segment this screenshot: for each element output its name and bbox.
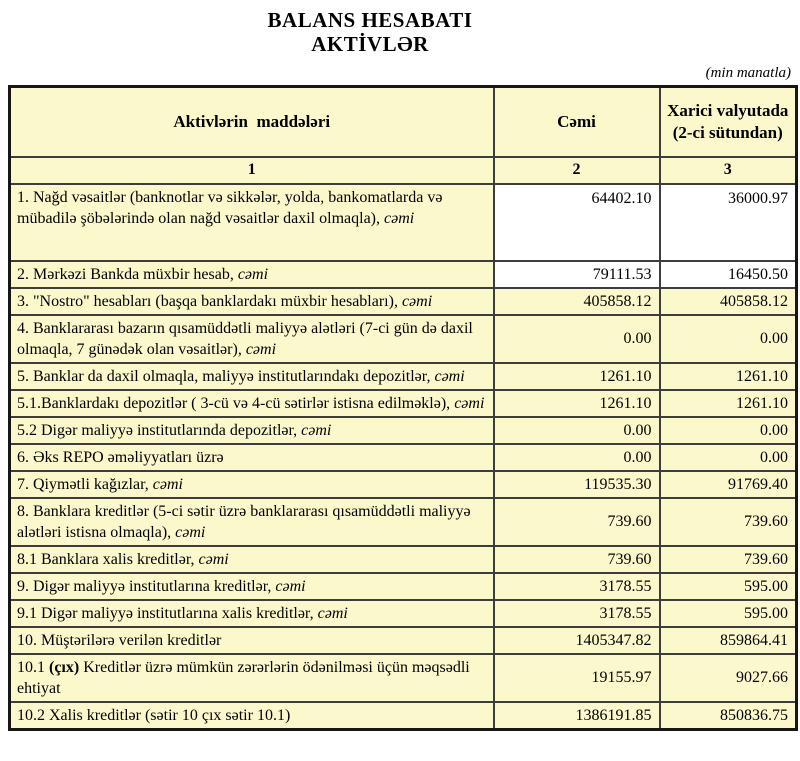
row-label-text: Kreditlər üzrə mümkün zərərlərin ödənilməsi üçün məqsədli ehtiyat bbox=[17, 658, 470, 697]
table-row bbox=[10, 417, 797, 444]
row-foreign-value: 0.00 bbox=[660, 417, 797, 444]
row-label-italic-suffix: cəmi bbox=[175, 523, 206, 541]
row-label-text: 8.1 Banklara xalis kreditlər, bbox=[17, 550, 199, 568]
row-label-italic-suffix: cəmi bbox=[434, 367, 465, 385]
table-row bbox=[10, 471, 797, 498]
column-header-total: Cəmi bbox=[494, 87, 660, 157]
row-label-text: 3. "Nostro" hesabları (başqa banklardakı müxbir hesabları), bbox=[17, 292, 402, 310]
row-label bbox=[10, 654, 494, 702]
row-label bbox=[10, 417, 494, 444]
unit-note: (min manatla) bbox=[705, 65, 791, 81]
row-total-value: 739.60 bbox=[494, 498, 660, 546]
row-foreign-value: 595.00 bbox=[660, 573, 797, 600]
row-total-value: 79111.53 bbox=[494, 261, 660, 288]
table-row bbox=[10, 315, 797, 363]
row-label bbox=[10, 702, 494, 730]
row-foreign-value: 405858.12 bbox=[660, 288, 797, 315]
column-header-foreign: Xarici valyutada (2-ci sütundan) bbox=[660, 87, 797, 157]
table-row bbox=[10, 261, 797, 288]
table-row bbox=[10, 390, 797, 417]
table-row bbox=[10, 600, 797, 627]
row-label-text: 5. Banklar da daxil olmaqla, maliyyə institutlarındakı depozitlər, bbox=[17, 367, 435, 385]
row-label bbox=[10, 498, 494, 546]
row-label-text: 7. Qiymətli kağızlar, bbox=[17, 475, 153, 493]
row-label bbox=[10, 600, 494, 627]
report-title bbox=[0, 8, 740, 56]
row-foreign-value: 16450.50 bbox=[660, 261, 797, 288]
row-label-italic-suffix: cəmi bbox=[245, 340, 277, 358]
row-label-italic-suffix: cəmi bbox=[198, 550, 229, 568]
row-label-italic-suffix: cəmi bbox=[384, 209, 415, 227]
row-total-value: 0.00 bbox=[494, 417, 660, 444]
column-number-2: 2 bbox=[494, 157, 660, 184]
row-label-text: 9.1 Digər maliyyə institutlarına xalis kreditlər, bbox=[17, 604, 318, 622]
row-label-italic-suffix: cəmi bbox=[275, 577, 306, 595]
table-row bbox=[10, 702, 797, 730]
row-total-value: 0.00 bbox=[494, 315, 660, 363]
assets-table bbox=[8, 85, 798, 731]
row-total-value: 1261.10 bbox=[494, 363, 660, 390]
row-label bbox=[10, 546, 494, 573]
table-row bbox=[10, 654, 797, 702]
row-label-italic-suffix: cəmi bbox=[454, 394, 485, 412]
row-total-value: 3178.55 bbox=[494, 600, 660, 627]
report-title-line2: AKTİVLƏR bbox=[311, 32, 429, 56]
row-label-text: 2. Mərkəzi Bankda müxbir hesab, bbox=[17, 265, 238, 283]
row-label bbox=[10, 184, 494, 261]
row-label-text: 5.1.Banklardakı depozitlər ( 3-cü və 4-cü sətirlər istisna edilməklə), bbox=[17, 394, 455, 412]
row-label-text: 10.1 bbox=[17, 658, 49, 676]
row-label bbox=[10, 471, 494, 498]
row-label-bold-text: (çıx) bbox=[49, 658, 80, 676]
row-label-text: 10. Müştərilərə verilən kreditlər bbox=[17, 631, 222, 649]
row-total-value: 739.60 bbox=[494, 546, 660, 573]
column-number-1: 1 bbox=[10, 157, 494, 184]
row-total-value: 119535.30 bbox=[494, 471, 660, 498]
column-header-items: Aktivlərin maddələri bbox=[10, 87, 494, 157]
row-foreign-value: 859864.41 bbox=[660, 627, 797, 654]
header-row bbox=[10, 87, 797, 157]
row-foreign-value: 9027.66 bbox=[660, 654, 797, 702]
row-label-text: 9. Digər maliyyə institutlarına kreditlər, bbox=[17, 577, 276, 595]
row-total-value: 3178.55 bbox=[494, 573, 660, 600]
row-label bbox=[10, 363, 494, 390]
column-number-3: 3 bbox=[660, 157, 797, 184]
row-label-text: 5.2 Digər maliyyə institutlarında depozitlər, bbox=[17, 421, 302, 439]
table-row bbox=[10, 498, 797, 546]
row-total-value: 19155.97 bbox=[494, 654, 660, 702]
row-label bbox=[10, 444, 494, 471]
row-label-text: 4. Banklararası bazarın qısamüddətli maliyyə alətləri (7-ci gün də daxil olmaqla, 7 günədək olan vəsaitlər), bbox=[17, 319, 473, 358]
row-total-value: 1386191.85 bbox=[494, 702, 660, 730]
row-foreign-value: 1261.10 bbox=[660, 363, 797, 390]
table-row bbox=[10, 546, 797, 573]
report-title-line1: BALANS HESABATI bbox=[267, 8, 473, 32]
table-row bbox=[10, 184, 797, 261]
row-label-text: 8. Banklara kreditlər (5-ci sətir üzrə banklararası qısamüddətli maliyyə alətləri istisna olmaqla), bbox=[17, 502, 471, 541]
row-foreign-value: 595.00 bbox=[660, 600, 797, 627]
row-total-value: 1405347.82 bbox=[494, 627, 660, 654]
row-label bbox=[10, 261, 494, 288]
row-label-text: 1. Nağd vəsaitlər (banknotlar və sikkələr, yolda, bankomatlarda və mübadilə şöbələrində olan nağd vəsaitlər daxil olmaqla), bbox=[17, 188, 443, 227]
row-label-italic-suffix: cəmi bbox=[237, 265, 269, 283]
row-foreign-value: 36000.97 bbox=[660, 184, 797, 261]
row-total-value: 0.00 bbox=[494, 444, 660, 471]
assets-table-body bbox=[10, 184, 797, 730]
row-label-italic-suffix: cəmi bbox=[317, 604, 348, 622]
table-row bbox=[10, 288, 797, 315]
row-foreign-value: 0.00 bbox=[660, 315, 797, 363]
row-label bbox=[10, 573, 494, 600]
row-label bbox=[10, 288, 494, 315]
row-label-text: 6. Əks REPO əməliyyatları üzrə bbox=[17, 448, 224, 466]
row-total-value: 64402.10 bbox=[494, 184, 660, 261]
row-foreign-value: 739.60 bbox=[660, 546, 797, 573]
balance-sheet-document bbox=[0, 8, 800, 761]
row-foreign-value: 739.60 bbox=[660, 498, 797, 546]
row-label-italic-suffix: cəmi bbox=[301, 421, 332, 439]
row-label-text: 10.2 Xalis kreditlər (sətir 10 çıx sətir 10.1) bbox=[17, 706, 291, 724]
table-row bbox=[10, 573, 797, 600]
row-label-italic-suffix: cəmi bbox=[152, 475, 183, 493]
row-label bbox=[10, 315, 494, 363]
table-row bbox=[10, 363, 797, 390]
row-total-value: 1261.10 bbox=[494, 390, 660, 417]
row-foreign-value: 850836.75 bbox=[660, 702, 797, 730]
row-foreign-value: 91769.40 bbox=[660, 471, 797, 498]
table-row bbox=[10, 444, 797, 471]
row-foreign-value: 1261.10 bbox=[660, 390, 797, 417]
row-label bbox=[10, 627, 494, 654]
row-total-value: 405858.12 bbox=[494, 288, 660, 315]
row-foreign-value: 0.00 bbox=[660, 444, 797, 471]
table-row bbox=[10, 627, 797, 654]
column-number-row bbox=[10, 157, 797, 184]
row-label bbox=[10, 390, 494, 417]
row-label-italic-suffix: cəmi bbox=[401, 292, 433, 310]
